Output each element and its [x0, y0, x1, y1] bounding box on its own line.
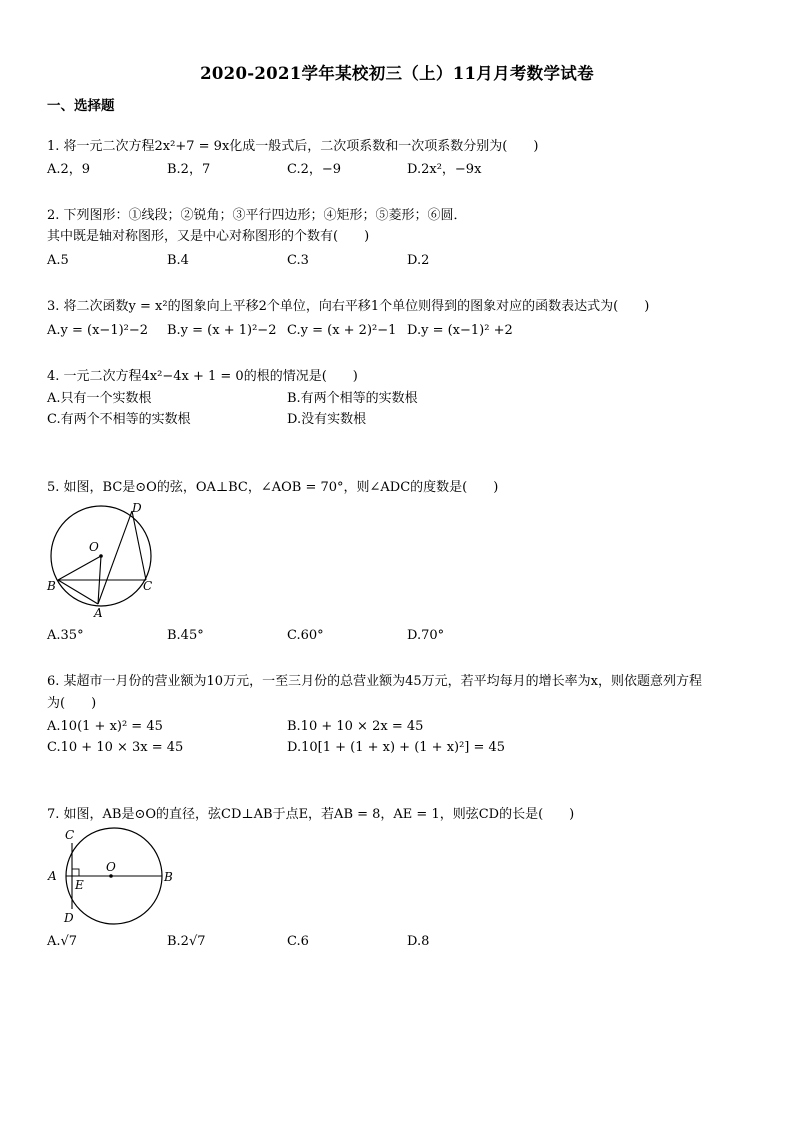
label-o: O	[89, 540, 99, 554]
question-1-option-a: A.2，9	[47, 162, 91, 177]
segment-dc	[132, 511, 146, 580]
page-title: 2020-2021学年某校初三（上）11月月考数学试卷	[200, 64, 594, 83]
question-5-option-a: A.35°	[47, 628, 84, 643]
question-3-option-a: A.y = (x−1)²−2	[47, 323, 149, 338]
question-3-option-b: B.y = (x + 1)²−2	[167, 323, 277, 338]
label-d: D	[132, 501, 142, 515]
label-c: C	[65, 828, 75, 842]
question-3-option-d: D.y = (x−1)² +2	[407, 323, 513, 338]
label-d: D	[64, 911, 74, 925]
question-3-stem: 3. 将二次函数y = x²的图象向上平移2个单位，向右平移1个单位则得到的图象对应的函数表达式为( )	[47, 299, 650, 314]
center-point-o	[99, 554, 103, 558]
right-angle-mark	[72, 869, 79, 876]
label-o: O	[106, 860, 116, 874]
label-a: A	[94, 606, 103, 620]
question-7-circle-diagram	[44, 826, 180, 928]
question-7-option-b: B.2√7	[167, 934, 206, 949]
question-2-option-c: C.3	[287, 253, 309, 268]
question-2-option-a: A.5	[47, 253, 69, 268]
question-1-option-d: D.2x²，−9x	[407, 162, 482, 177]
segment-ad	[98, 511, 132, 604]
question-6-option-d: D.10[1 + (1 + x) + (1 + x)²] = 45	[287, 740, 506, 755]
question-6-option-a: A.10(1 + x)² = 45	[47, 719, 163, 734]
question-4-stem: 4. 一元二次方程4x²−4x + 1 = 0的根的情况是( )	[47, 369, 358, 384]
label-b: B	[47, 579, 56, 593]
question-1-option-c: C.2，−9	[287, 162, 342, 177]
segment-ob	[58, 556, 101, 580]
question-7-option-c: C.6	[287, 934, 309, 949]
question-6-option-c: C.10 + 10 × 3x = 45	[47, 740, 184, 755]
question-4-option-b: B.有两个相等的实数根	[287, 391, 418, 406]
question-6-stem-line2: 为( )	[47, 696, 97, 711]
question-2-option-b: B.4	[167, 253, 189, 268]
question-5-option-b: B.45°	[167, 628, 204, 643]
question-6-stem: 6. 某超市一月份的营业额为10万元，一至三月份的总营业额为45万元，若平均每月的增长率为x，则依题意列方程	[47, 674, 702, 689]
question-4-option-d: D.没有实数根	[287, 412, 367, 427]
question-1-stem: 1. 将一元二次方程2x²+7 = 9x化成一般式后，二次项系数和一次项系数分别为( )	[47, 139, 539, 154]
question-7-stem: 7. 如图，AB是⊙O的直径，弦CD⊥AB于点E，若AB = 8，AE = 1，则弦CD的长是( )	[47, 807, 575, 822]
question-4-option-c: C.有两个不相等的实数根	[47, 412, 191, 427]
question-2-option-d: D.2	[407, 253, 430, 268]
label-e: E	[75, 878, 84, 892]
label-b: B	[164, 870, 173, 884]
question-5-stem: 5. 如图，BC是⊙O的弦，OA⊥BC，∠AOB = 70°，则∠ADC的度数是( )	[47, 480, 499, 495]
question-2-stem: 2. 下列图形：①线段；②锐角；③平行四边形；④矩形；⑤菱形；⑥圆．	[47, 208, 467, 223]
label-c: C	[143, 579, 153, 593]
question-5-option-d: D.70°	[407, 628, 445, 643]
question-6-option-b: B.10 + 10 × 2x = 45	[287, 719, 424, 734]
section-heading: 一、选择题	[47, 98, 115, 114]
label-a: A	[48, 869, 57, 883]
question-4-option-a: A.只有一个实数根	[47, 391, 152, 406]
question-2-stem-line2: 其中既是轴对称图形，又是中心对称图形的个数有( )	[47, 229, 370, 244]
question-1-option-b: B.2，7	[167, 162, 211, 177]
question-5-circle-diagram	[44, 497, 168, 621]
question-7-option-d: D.8	[407, 934, 430, 949]
question-7-option-a: A.√7	[47, 934, 78, 949]
question-5-option-c: C.60°	[287, 628, 324, 643]
center-point-o	[109, 874, 113, 878]
question-3-option-c: C.y = (x + 2)²−1	[287, 323, 397, 338]
